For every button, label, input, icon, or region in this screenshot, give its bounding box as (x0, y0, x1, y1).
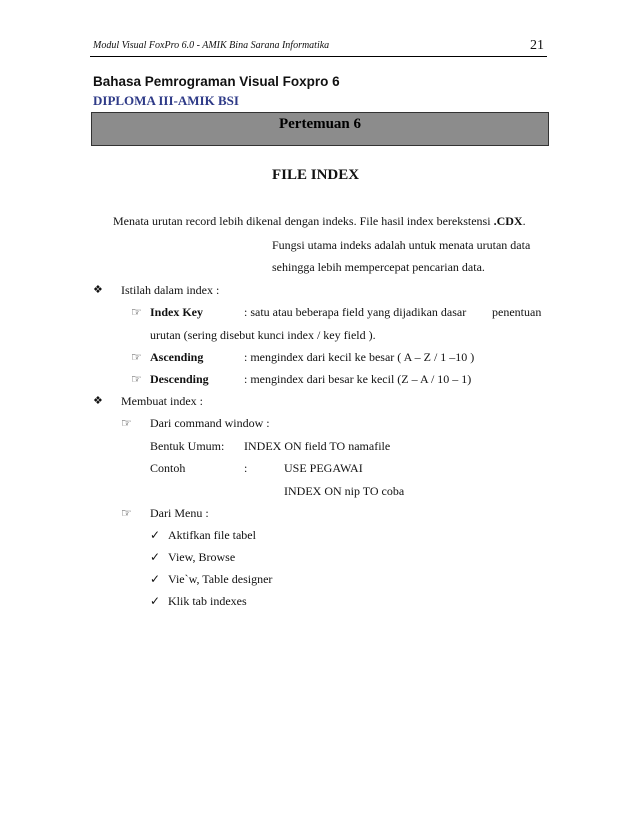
intro-end: . (522, 214, 526, 228)
check-icon: ✓ (150, 528, 161, 542)
section-heading: FILE INDEX (272, 167, 360, 183)
contoh-label: Contoh (150, 461, 186, 475)
desc-index-key: : satu atau beberapa field yang dijadikan dasar (244, 305, 467, 319)
pointing-hand-icon: ☞ (131, 350, 142, 364)
pointing-hand-icon: ☞ (131, 372, 142, 386)
check-icon: ✓ (150, 594, 161, 608)
page-number: 21 (530, 38, 544, 53)
term-index-key: Index Key (150, 305, 204, 319)
header-rule (90, 56, 547, 57)
session-banner (91, 112, 549, 146)
term-descending: Descending (150, 372, 209, 386)
menu-item: Aktifkan file tabel (168, 528, 256, 542)
membuat-label: Membuat index : (121, 394, 203, 408)
menu-item: View, Browse (168, 550, 236, 564)
command-window-label: Dari command window : (150, 416, 270, 430)
check-icon: ✓ (150, 572, 161, 586)
desc-index-key-tail: penentuan (492, 305, 542, 319)
contoh-colon: : (244, 461, 248, 475)
menu-item: Klik tab indexes (168, 594, 247, 608)
desc-index-key-cont: urutan (sering disebut kunci index / key field ). (150, 328, 376, 342)
contoh-line-2: INDEX ON nip TO coba (284, 484, 405, 498)
session-banner-label: Pertemuan 6 (278, 116, 362, 132)
desc-descending: : mengindex dari besar ke kecil (Z – A / 10 – 1) (244, 372, 472, 386)
bentuk-umum-label: Bentuk Umum: (150, 439, 225, 453)
intro-text: Menata urutan record lebih dikenal dengan indeks. File hasil index berekstensi (113, 214, 494, 228)
pointing-hand-icon: ☞ (121, 416, 132, 430)
document-title: Bahasa Pemrograman Visual Foxpro 6 (93, 74, 340, 89)
document-subtitle: DIPLOMA III-AMIK BSI (93, 93, 239, 108)
pointing-hand-icon: ☞ (131, 305, 142, 319)
pointing-hand-icon: ☞ (121, 506, 132, 520)
bentuk-umum-value: INDEX ON field TO namafile (244, 439, 391, 453)
check-icon: ✓ (150, 550, 161, 564)
intro-line-3: sehingga lebih mempercepat pencarian data. (272, 260, 485, 274)
desc-ascending: : mengindex dari kecil ke besar ( A – Z / 1 –10 ) (244, 350, 475, 364)
term-ascending: Ascending (150, 350, 204, 364)
istilah-label: Istilah dalam index : (121, 283, 220, 297)
intro-line-1 (113, 214, 526, 229)
diamond-bullet-icon: ❖ (93, 284, 103, 296)
menu-item: Vie`w, Table designer (168, 572, 273, 586)
contoh-line-1: USE PEGAWAI (284, 461, 363, 475)
intro-extension: .CDX (493, 214, 523, 228)
diamond-bullet-icon: ❖ (93, 395, 103, 407)
running-header: Modul Visual FoxPro 6.0 - AMIK Bina Sarana Informatika (93, 40, 330, 51)
intro-line-2: Fungsi utama indeks adalah untuk menata urutan data (272, 238, 531, 252)
menu-label: Dari Menu : (150, 506, 209, 520)
